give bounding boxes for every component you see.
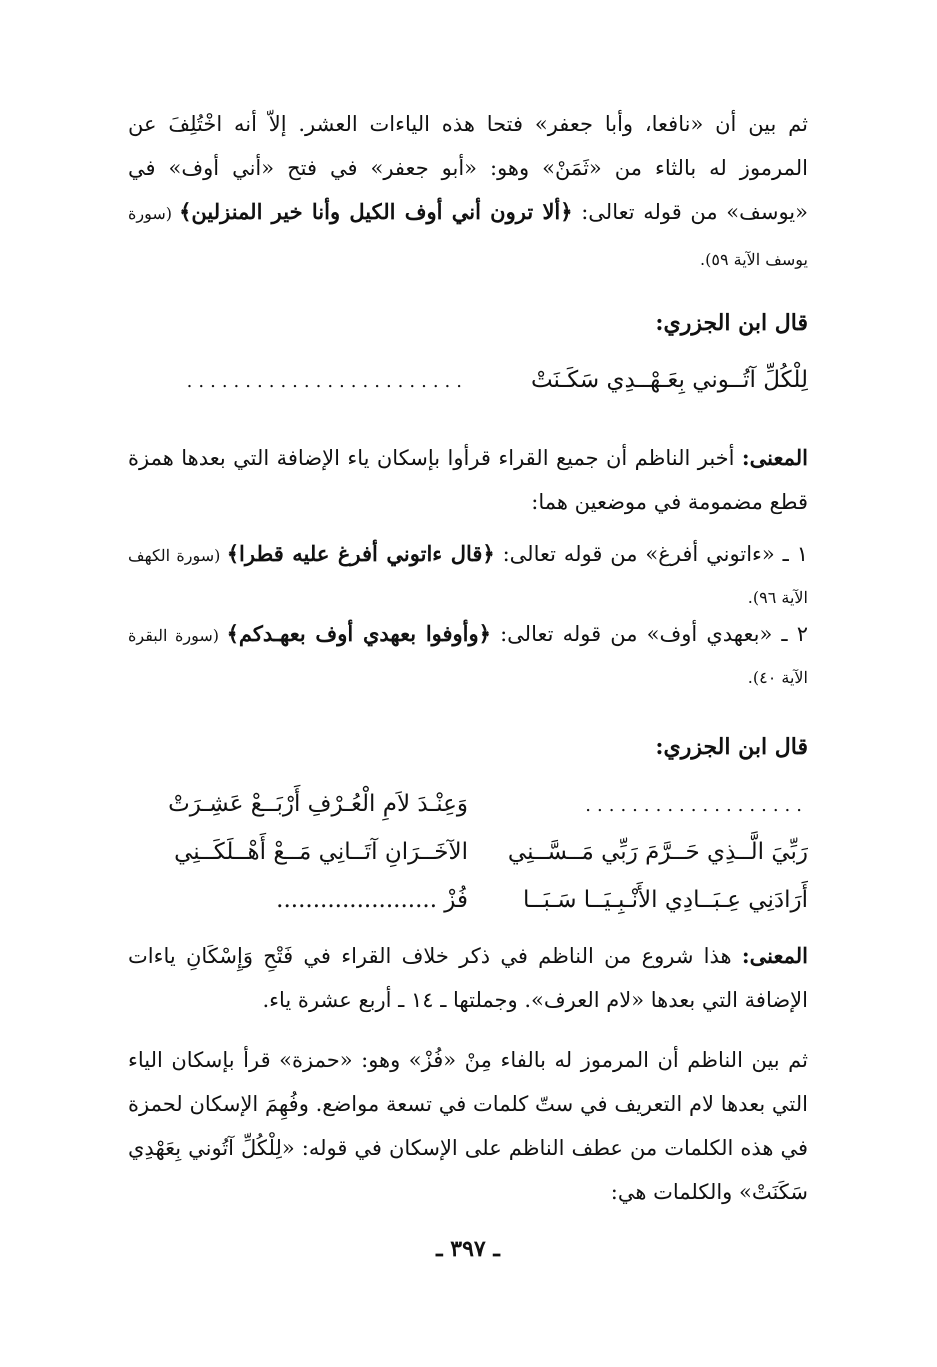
verse-row-2	[128, 782, 808, 826]
document-page	[128, 0, 808, 1367]
verse-1-left-hemistich	[128, 358, 468, 402]
list-item-2-prefix: ٢ ـ «بعهدي أوف» من قوله تعالى:	[490, 622, 808, 646]
section-heading-2: قال ابن الجزري:	[655, 734, 808, 760]
surah-reference-2: (سورة الكهف الآية ٩٦).	[128, 546, 808, 607]
quran-quote-2: ﴿قال ءاتوني أفرغ عليه قطرا﴾	[226, 541, 495, 566]
verse-1-right-hemistich: لِلْكُلِّ آتُــوني بِعَـهْــدِي سَكَـنَتْ	[530, 367, 808, 393]
meaning-label-1: المعنى:	[741, 445, 808, 470]
verse-2-left-hemistich: وَعِنْـدَ لاَمِ الْعُـرْفِ أَرْبَــعْ عَشِـرَتْ	[168, 791, 468, 817]
verse-1-dots: ........................	[186, 371, 468, 392]
paragraph-2	[128, 436, 808, 524]
paragraph-3-text: هذا شروع من الناظم في ذكر خلاف القراء في فَتْحِ وَإِسْكَانِ ياءات الإضافة التي بعدها «لام العرف». وجملتها ـ ١٤ ـ أربع عشرة ياء.	[128, 944, 808, 1012]
verse-4-right-hemistich: أَرَادَنِي عِـبَــادِي الأَنْـبِـيَــا سَـبَــا	[523, 887, 808, 913]
surah-reference-1: (سورة يوسف الآية ٥٩).	[128, 204, 808, 269]
verse-row-4	[128, 878, 808, 922]
verse-4-left-hemistich: فُزْ ......................	[276, 887, 468, 913]
paragraph-1-text: ثم بين أن «نافعا، وأبا جعفر» فتحا هذه الياءات العشر. إلاّ أنه اخْتُلِفَ عن المرموز له بالثاء من «ثَمَنْ» وهو: «أبو جعفر» في فتح «أني أوف» في «يوسف» من قوله تعالى:	[128, 112, 808, 224]
verse-2-dots: ...................	[585, 795, 808, 816]
page-number: ـ ٣٩٧ ـ	[436, 1236, 500, 1262]
quran-quote-1: ﴿ألا ترون أني أوف الكيل وأنا خير المنزلين﴾	[179, 199, 573, 224]
verse-row-1	[128, 358, 808, 402]
list-item-1	[128, 534, 808, 618]
quran-quote-3: ﴿وأوفوا بعهدي أوف بعهـدكم﴾	[226, 621, 491, 646]
verse-2-right-hemistich	[468, 782, 808, 826]
paragraph-3	[128, 934, 808, 1022]
surah-reference-3: (سورة البقرة الآية ٤٠).	[128, 626, 808, 687]
verse-row-3	[128, 830, 808, 874]
list-item-2	[128, 614, 808, 698]
paragraph-4	[128, 1038, 808, 1214]
paragraph-4-text: ثم بين الناظم أن المرموز له بالفاء مِنْ «فُزْ» وهو: «حمزة» قرأ بإسكان الياء التي بعدها لام التعريف في ستّ كلمات في تسعة مواضع. وفُهِمَ الإسكان لحمزة في هذه الكلمات من عطف الناظم على الإسكان في قوله: «لِلْكُلِّ آتُوني بِعَهْدِي سَكَنَتْ» والكلمات هي:	[128, 1048, 808, 1204]
paragraph-1	[128, 102, 808, 282]
paragraph-2-text: أخبر الناظم أن جميع القراء قرأوا بإسكان ياء الإضافة التي بعدها همزة قطع مضمومة في موضعين هما:	[128, 446, 808, 514]
meaning-label-2: المعنى:	[741, 943, 808, 968]
verse-3-left-hemistich: الآخَــرَانِ آتَــانِي مَــعْ أَهْــلَكَــنِي	[174, 839, 468, 865]
section-heading-1: قال ابن الجزري:	[655, 310, 808, 336]
verse-3-right-hemistich: رَبِّيَ الَّــذِي حَــرَّمَ رَبِّي مَــسَّــنِي	[507, 839, 808, 865]
list-item-1-prefix: ١ ـ «ءاتوني أفرغ» من قوله تعالى:	[494, 542, 808, 566]
